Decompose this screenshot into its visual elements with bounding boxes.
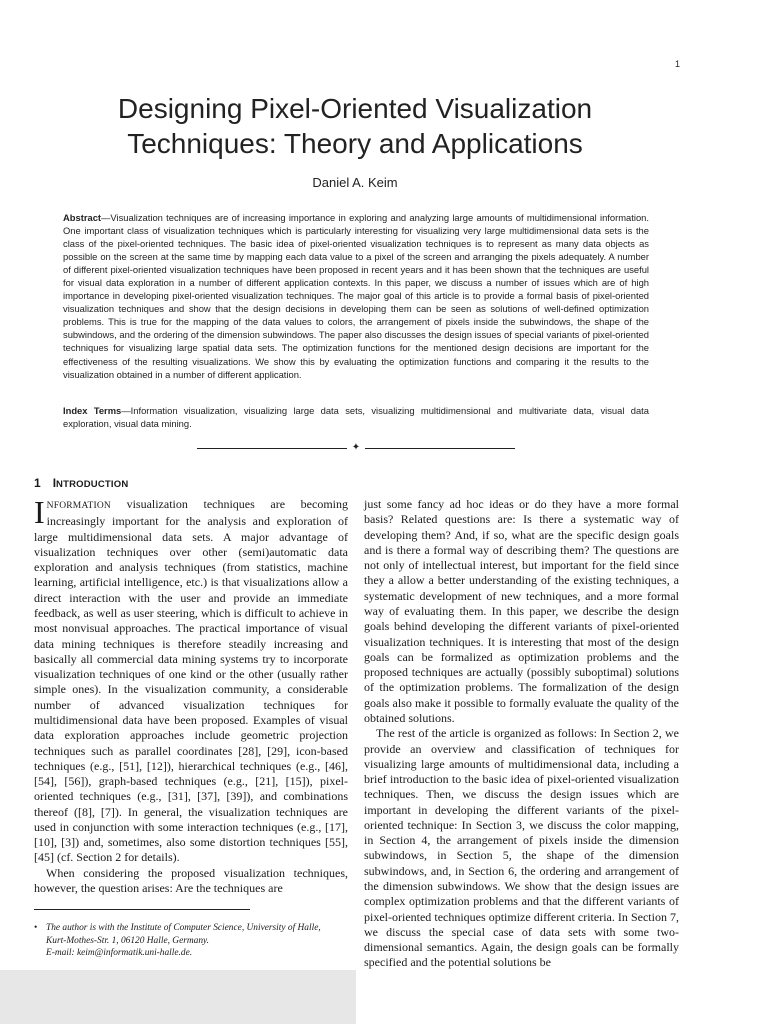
section-title-first: I xyxy=(52,476,57,490)
section-number: 1 xyxy=(34,476,41,490)
page-corner-shade xyxy=(0,970,356,1024)
section-heading xyxy=(34,476,128,490)
paper-title xyxy=(60,91,650,161)
intro-paragraph-1-text: visualization techniques are becoming increasingly important for the analysis and exploration of large multidimensional data sets. A major advantage of visualization techniques over other (semi)automatic data exploration and analysis techniques (from statistics, machine learning, artificial intelligence, etc.) is that visualizations allow a direct interaction with the user and provide an immediate feedback, as well as user steering, which is difficult to achieve in most nonvisual approaches. The practical importance of visual data mining techniques is therefore steadily increasing and basically all commercial data mining systems try to incorporate visualization techniques of one kind or the other (usually rather simple ones). In the visualization community, a considerable number of advanced visualization techniques for multidimensional data have been proposed. Examples of visual data exploration approaches include geometric projection techniques such as parallel coordinates [28], [29], icon-based techniques (e.g., [51], [12]), hierarchical techniques (e.g., [46], [54], [56]), graph-based techniques (e.g., [21], [15]), pixel-oriented techniques (e.g., [31], [37], [39]), and combinations thereof ([8], [7]). In general, the visualization techniques are used in conjunction with some interaction techniques (e.g., [17], [10], [3]) and, sometimes, also some distortion techniques [55], [45] (cf. Section 2 for details). xyxy=(34,497,348,865)
footnote-rule xyxy=(34,909,250,910)
abstract-text: —Visualization techniques are of increasing importance in exploring and analyzing large amounts of multidimensional information. One important class of visualization techniques which is particularly interesting for visualizing very large multidimensional data sets is the class of the pixel-oriented techniques. The basic idea of pixel-oriented visualization techniques is to represent as many data objects as possible on the screen at the same time by mapping each data value to a pixel of the screen and arranging the pixels adequately. A number of different pixel-oriented visualization techniques have been proposed in recent years and it has been shown that the techniques are useful for visual data exploration in a number of different application contexts. In this paper, we discuss a number of issues which are of high importance in developing pixel-oriented visualization techniques. The major goal of this article is to provide a formal basis of pixel-oriented visualization techniques and show that the design decisions in developing them can be seen as solutions of well-defined optimization problems. This is true for the mapping of the data values to colors, the arrangement of pixels inside the subwindows, the shape of the subwindows, and the ordering of the dimension subwindows. The paper also discusses the design issues of special variants of pixel-oriented techniques for visualizing large spatial data sets. The optimization functions for the mentioned design decisions are important for the effectiveness of the resulting visualizations. We show this by evaluating the optimization functions and comparing it the results to the visualization obtained in a number of different application. xyxy=(63,212,649,380)
left-column xyxy=(34,494,348,896)
right-paragraph-2: The rest of the article is organized as follows: In Section 2, we provide an overview and classification of techniques for visualizing large amounts of multidimensional data, including a brief introduction to the basic idea of pixel-oriented visualization techniques. Then, we discuss the design issues which are important in developing the different variants of the pixel-oriented technique: In Section 3, we discuss the color mapping, in Section 4, the arrangement of pixels inside the dimension subwindows, in Section 5, the shape of the dimension subwindows, and, in Section 6, the ordering and arrangement of the dimension subwindows. We show that the design issues are complex optimization problems and that the different variants of pixel-oriented techniques optimize different criteria. In Section 7, we discuss the special case of data sets with some two-dimensional semantics. Again, the design goals can be formally specified and the potential solutions be xyxy=(364,726,679,970)
author-name: Daniel A. Keim xyxy=(312,175,398,190)
divider-line-right xyxy=(365,448,515,449)
index-terms xyxy=(63,404,649,430)
drop-cap: I xyxy=(34,494,45,530)
index-terms-text: —Information visualization, visualizing large data sets, visualizing multidimensional and multivariate data, visual data exploration, visual data mining. xyxy=(63,405,649,430)
divider-ornament-icon: ✦ xyxy=(351,442,361,453)
footnote-line-1: The author is with the Institute of Computer Science, University of Halle, xyxy=(46,923,321,933)
footnote-line-2: Kurt-Mothes-Str. 1, 06120 Halle, Germany. xyxy=(46,935,210,946)
divider-line-left xyxy=(197,448,347,449)
section-title-rest: NTRODUCTION xyxy=(56,479,129,490)
index-terms-label: Index Terms xyxy=(63,405,122,416)
intro-smallcaps: NFORMATION xyxy=(46,501,111,511)
intro-paragraph-2: When considering the proposed visualization techniques, however, the question arises: Are the techniques are xyxy=(34,865,348,896)
section-divider xyxy=(197,441,515,455)
intro-paragraph-1 xyxy=(34,494,348,866)
right-column xyxy=(364,497,679,971)
right-paragraph-1: just some fancy ad hoc ideas or do they have a more formal basis? Related questions are: Is there a systematic way of developing them? And, if so, what are the specific design goals and is there a formal way of describing them? The questions are not only of intellectual interest, but important for the field since they a allow a better understanding of the existing techniques, a systematic development of new techniques, and a more formal way of evaluating them. In this paper, we describe the design goals behind developing the different variants of pixel-oriented visualization techniques. It is interesting that most of the design goals can be formalized as optimization problems and the proposed techniques are actually (possibly suboptimal) solutions of the optimization problems. The formalization of the design goals also make it possible to formally evaluate the quality of the obtained solutions. xyxy=(364,497,679,725)
footnote xyxy=(34,922,354,960)
title-line-1: Designing Pixel-Oriented Visualization xyxy=(117,93,593,124)
footnote-email: E-mail: keim@informatik.uni-halle.de. xyxy=(46,948,193,959)
title-line-2: Techniques: Theory and Applications xyxy=(127,128,583,159)
footnote-bullet-icon: • xyxy=(34,923,38,933)
abstract xyxy=(63,211,649,381)
abstract-label: Abstract xyxy=(63,212,102,223)
page-number: 1 xyxy=(674,59,680,69)
